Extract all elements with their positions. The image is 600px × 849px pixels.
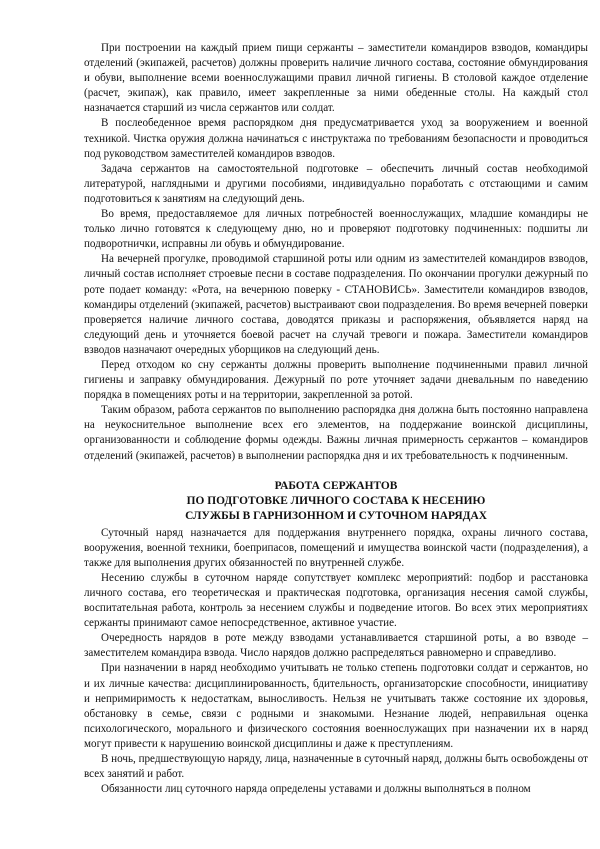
paragraph-self-study: Задача сержантов на самостоятельной подготовке – обеспечить личный состав необходимой литературой, наглядными и другими пособиями, индивидуально поработать с отстающими и самим подготовиться к занятиям на следующий день. bbox=[84, 162, 588, 205]
paragraph-evening-walk: На вечерней прогулке, проводимой старшиной роты или одним из заместителей командиров взводов, личный состав исполняет строевые песни в составе подразделения. По окончании прогулки дежурный по роте подает команду: «Рота, на вечернюю поверку - СТАНОВИСЬ». Заместители командиров взводов, командиры отделений (экипажей, расчетов) выстраивают свои подразделения. Во время вечерней поверки проверяется наличие личного состава, доводятся приказы и распоряжения, объявляется наряд на следующий день и уточняется боевой расчет на случай тревоги и пожара. Заместители командиров взводов назначают очередных уборщиков на следующий день. bbox=[84, 253, 588, 356]
paragraph-duty-obligations: Обязанности лиц суточного наряда определены уставами и должны выполняться в полном bbox=[101, 783, 531, 796]
page-content bbox=[84, 41, 588, 797]
section-heading bbox=[84, 479, 588, 524]
paragraph-before-sleep: Перед отходом ко сну сержанты должны проверить выполнение подчиненными правил личной гигиены и заправку обмундирования. Дежурный по роте уточняет задачи дневальным по наведению порядка в помещениях роты и на территории, закрепленной за ротой. bbox=[84, 358, 588, 402]
paragraph-night-before-duty: В ночь, предшествующую наряду, лица, назначенные в суточный наряд, должны быть освобождены от всех занятий и работ. bbox=[84, 753, 588, 781]
paragraph-personal-time: Во время, предоставляемое для личных потребностей военнослужащих, младшие командиры не только лично готовятся к следующему дню, но и проверяют подготовку подчиненных: подшиты ли подворотнички, исправны ли обувь и обмундирование. bbox=[84, 208, 588, 251]
paragraph-duty-measures: Несению службы в суточном наряде сопутствует комплекс мероприятий: подбор и расстановка личного состава, его теоретическая и практическая подготовка, организация несения самой службы, воспитательная работа, контроль за несением службы и подведение итогов. Во всех этих мероприятиях сержанты принимают самое непосредственное, активное участие. bbox=[84, 571, 588, 630]
paragraph-weapon-maintenance: В послеобеденное время распорядком дня предусматривается уход за вооружением и военной техникой. Чистка оружия должна начинаться с инструктажа по требованиям безопасности и проводиться под руководством заместителей командиров взводов. bbox=[84, 117, 588, 160]
paragraph-duty-assignment: При назначении в наряд необходимо учитывать не только степень подготовки солдат и сержантов, но и их личные качества: дисциплинированность, бдительность, организаторские способности, инициативу и непримиримость к недостаткам, выносливость. Нельзя не учитывать также состояние их здоровья, обстановку в семье, связи с родными и знакомыми. Незнание людей, неправильная оценка психологического, морального и физического состояния военнослужащих при назначении их в наряд могут привести к нарушению воинской дисциплины и даже к преступлениям. bbox=[84, 662, 588, 750]
paragraph-daily-duty-purpose: Суточный наряд назначается для поддержания внутреннего порядка, охраны личного состава, вооружения, военной техники, боеприпасов, помещений и имущества воинской части (подразделения), а также для выполнения других обязанностей по внутренней службе. bbox=[84, 526, 588, 569]
section-heading-line-3: СЛУЖБЫ В ГАРНИЗОННОМ И СУТОЧНОМ НАРЯДАХ bbox=[185, 509, 487, 522]
paragraph-conclusion: Таким образом, работа сержантов по выполнению распорядка дня должна быть постоянно направлена на неукоснительное выполнение всех его элементов, на поддержание воинской дисциплины, организованности и соблюдение формы одежды. Важны личная примерность сержантов – командиров отделений (экипажей, расчетов) в выполнении распорядка дня и их требовательность к подчиненным. bbox=[84, 404, 588, 462]
paragraph-duty-order: Очередность нарядов в роте между взводами устанавливается старшиной роты, а во взводе – заместителем командира взвода. Число нарядов должно распределяться равномерно и справедливо. bbox=[84, 632, 588, 660]
paragraph-meal-formation: При построении на каждый прием пищи сержанты – заместители командиров взводов, командиры отделений (экипажей, расчетов) должны проверить наличие личного состава, состояние обмундирования и обуви, выполнение всеми военнослужащими правил личной гигиены. В столовой каждое отделение (расчет, экипаж), как правило, имеет закрепленные за ними обеденные столы. На каждый стол назначается старший из числа сержантов или солдат. bbox=[84, 42, 588, 115]
section-heading-line-1: РАБОТА СЕРЖАНТОВ bbox=[274, 479, 398, 492]
section-heading-line-2: ПО ПОДГОТОВКЕ ЛИЧНОГО СОСТАВА К НЕСЕНИЮ bbox=[186, 494, 486, 507]
